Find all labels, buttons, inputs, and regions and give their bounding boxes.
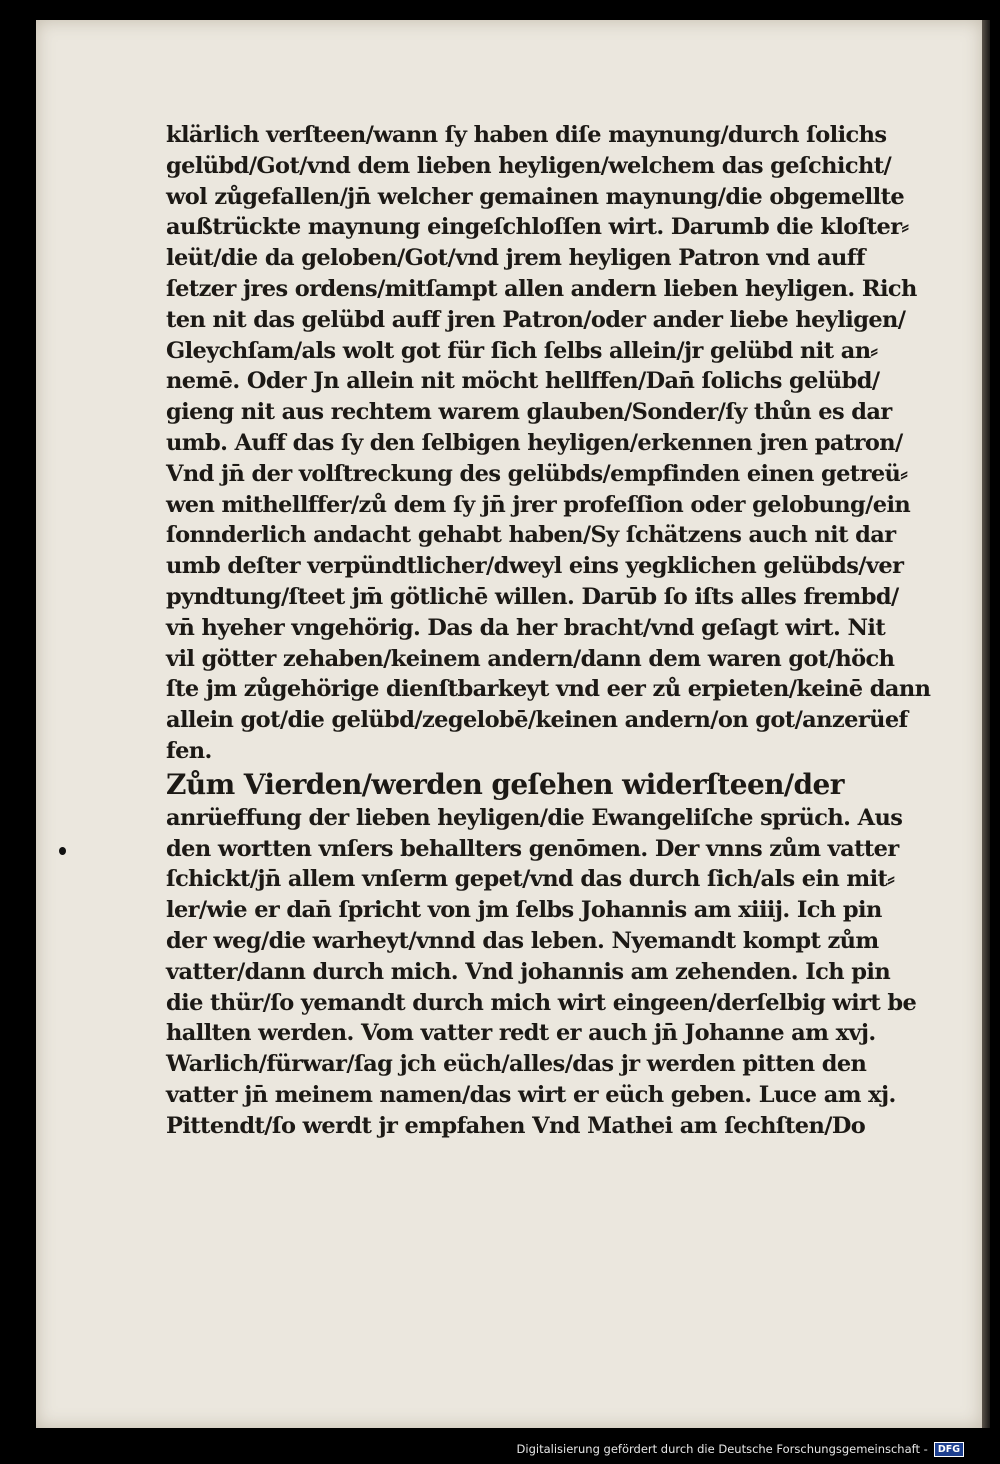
text-line-19: ſte jm zůgehörige dienſtbarkeyt vnd eer zů erpieten/keinē dann bbox=[166, 676, 931, 703]
page-edge bbox=[982, 20, 990, 1428]
ink-mark bbox=[59, 847, 66, 855]
text-line-29: hallten werden. Vom vatter redt er auch jn̄ Johanne am xvj. bbox=[166, 1020, 876, 1047]
text-line-6: ſetzer jres ordens/mitſampt allen andern lieben heyligen. Rich bbox=[166, 275, 917, 302]
text-line-26: der weg/die warheyt/vnnd das leben. Nyemandt kompt zům bbox=[166, 927, 879, 954]
text-line-3: wol zůgefallen/jn̄ welcher gemainen maynung/die obgemellte bbox=[166, 183, 905, 210]
digitization-footer bbox=[517, 1441, 964, 1457]
text-line-2: gelübd/Got/vnd dem lieben heyligen/welchem das geſchicht/ bbox=[166, 152, 892, 179]
text-line-11: umb. Auff das ſy den ſelbigen heyligen/erkennen jren patron/ bbox=[166, 429, 903, 456]
text-line-17: vn̄ hyeher vngehörig. Das da her bracht/vnd geſagt wirt. Nit bbox=[166, 614, 886, 641]
text-line-27: vatter/dann durch mich. Vnd johannis am zehenden. Ich pin bbox=[166, 958, 891, 985]
text-line-10: gieng nit aus rechtem warem glauben/Sonder/ſy thůn es dar bbox=[166, 399, 892, 426]
text-line-24: ſchickt/jn̄ allem vnſerm gepet/vnd das durch ſich/als ein mit⸗ bbox=[166, 866, 895, 893]
text-line-28: die thür/ſo yemandt durch mich wirt eingeen/derſelbig wirt be bbox=[166, 989, 917, 1016]
text-line-4: außtrückte maynung eingeſchloſſen wirt. Darumb die kloſter⸗ bbox=[166, 214, 909, 241]
text-line-32: Pittendt/ſo werdt jr empfahen Vnd Mathei am ſechſten/Do bbox=[166, 1112, 866, 1139]
section-heading: Zům Vierden/werden geſehen widerſteen/der bbox=[166, 767, 844, 801]
text-line-13: wen mithellffer/zů dem ſy jn̄ jrer profeſſion oder gelobung/ein bbox=[166, 491, 911, 518]
text-line-31: vatter jn̄ meinem namen/das wirt er eüch geben. Luce am xj. bbox=[166, 1081, 896, 1108]
text-line-15: umb deſter verpündtlicher/dweyl eins yegklichen gelübds/ver bbox=[166, 553, 904, 580]
text-block bbox=[166, 120, 936, 1142]
text-line-18: vil götter zehaben/keinem andern/dann dem waren got/höch bbox=[166, 645, 895, 672]
text-line-30: Warlich/fürwar/ſag jch eüch/alles/das jr werden pitten den bbox=[166, 1051, 867, 1078]
text-line-9: nemē. Oder Jn allein nit möcht hellffen/Dan̄ ſolichs gelübd/ bbox=[166, 368, 880, 395]
footer-text: Digitalisierung gefördert durch die Deutsche Forschungsgemeinschaft - bbox=[516, 1442, 928, 1456]
text-line-5: leüt/die da geloben/Got/vnd jrem heyligen Patron vnd auff bbox=[166, 245, 865, 272]
dfg-logo-icon: DFG bbox=[934, 1442, 964, 1457]
text-line-25: ler/wie er dan̄ ſpricht von jm ſelbs Johannis am xiiij. Ich pin bbox=[166, 897, 882, 924]
text-line-7: ten nit das gelübd auff jren Patron/oder ander liebe heyligen/ bbox=[166, 306, 906, 333]
text-line-23: den wortten vnſers behallters genōmen. Der vnns zům vatter bbox=[166, 835, 899, 862]
text-line-12: Vnd jn̄ der volſtreckung des gelübds/empfinden einen getreü⸗ bbox=[166, 460, 908, 487]
text-line-20: allein got/die gelübd/zegelobē/keinen andern/on got/anzerüef bbox=[166, 707, 908, 734]
text-line-21: fen. bbox=[166, 737, 212, 764]
text-line-1: klärlich verſteen/wann ſy haben diſe maynung/durch ſolichs bbox=[166, 122, 887, 148]
text-line-16: pyndtung/ſteet jm̄ götlichē willen. Darūb ſo iſts alles frembd/ bbox=[166, 583, 899, 610]
text-line-22: anrüeffung der lieben heyligen/die Ewangeliſche sprüch. Aus bbox=[166, 804, 903, 831]
text-line-8: Gleychſam/als wolt got für ſich ſelbs allein/jr gelübd nit an⸗ bbox=[166, 337, 878, 364]
text-line-14: ſonnderlich andacht gehabt haben/Sy ſchätzens auch nit dar bbox=[166, 522, 896, 549]
